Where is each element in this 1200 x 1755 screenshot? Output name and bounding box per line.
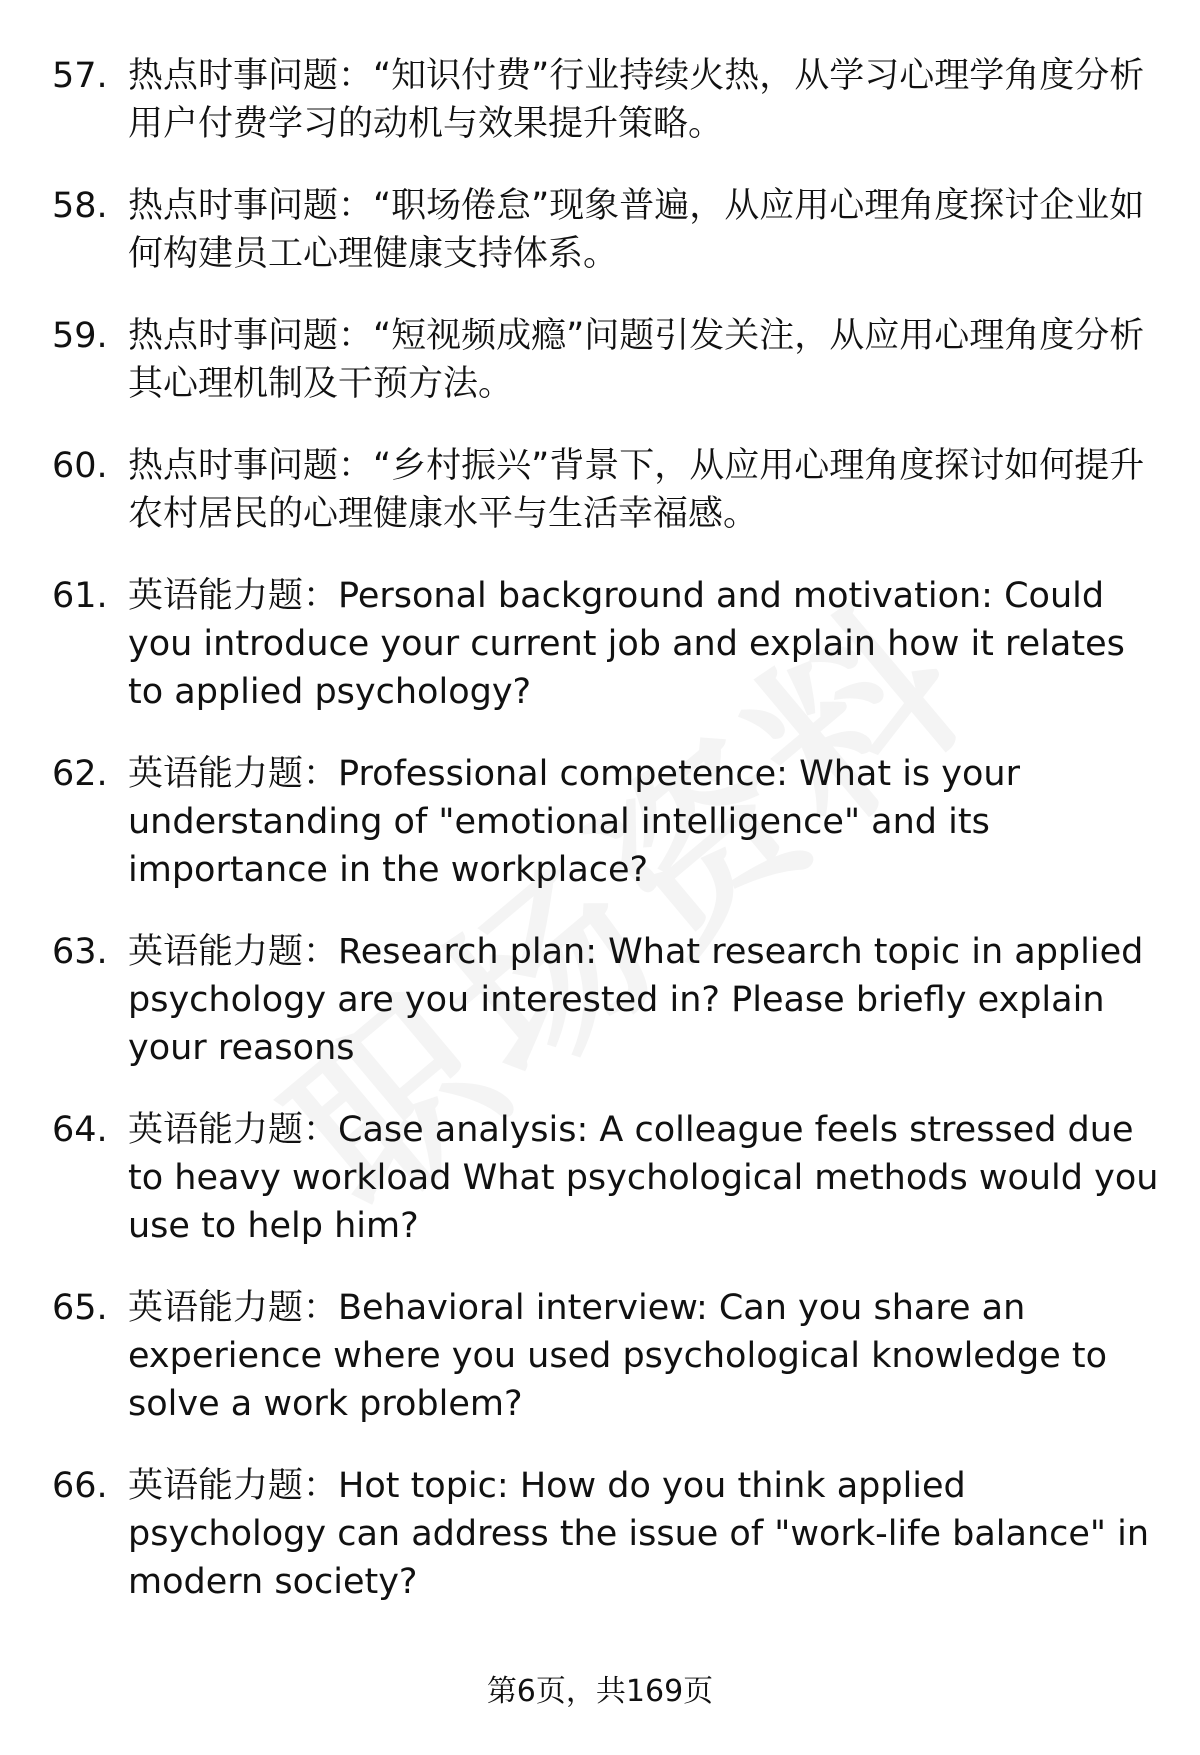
list-item	[52, 928, 1162, 1072]
question-number: 63.	[52, 932, 108, 972]
list-item	[52, 1462, 1162, 1606]
question-text: 热点时事问题：“乡村振兴”背景下，从应用心理角度探讨如何提升农村居民的心理健康水平与生活幸福感。	[128, 446, 1145, 534]
question-number: 60.	[52, 446, 108, 486]
list-item	[52, 312, 1162, 408]
question-text: 热点时事问题：“知识付费”行业持续火热，从学习心理学角度分析用户付费学习的动机与效果提升策略。	[128, 56, 1145, 144]
list-item	[52, 442, 1162, 538]
question-text: 英语能力题：Behavioral interview: Can you share an experience where you used psychological knowledge to solve a work problem?	[128, 1288, 1108, 1424]
question-text: 热点时事问题：“短视频成瘾”问题引发关注，从应用心理角度分析其心理机制及干预方法。	[128, 316, 1145, 404]
question-number: 66.	[52, 1466, 108, 1506]
question-text: 英语能力题：Professional competence: What is your understanding of "emotional intelligence" and its importance in the workplace?	[128, 754, 1020, 890]
question-number: 64.	[52, 1110, 108, 1150]
list-item	[52, 52, 1162, 148]
list-item	[52, 572, 1162, 716]
question-text: 英语能力题：Case analysis: A colleague feels stressed due to heavy workload What psychological methods would you use to help him?	[128, 1110, 1159, 1246]
page-number-footer: 第6页，共169页	[486, 1674, 714, 1709]
question-text: 热点时事问题：“职场倦怠”现象普遍，从应用心理角度探讨企业如何构建员工心理健康支持体系。	[128, 186, 1145, 274]
question-list	[52, 52, 1162, 1640]
question-text: 英语能力题：Hot topic: How do you think applied psychology can address the issue of "work-life balance" in modern society?	[128, 1466, 1150, 1602]
question-number: 59.	[52, 316, 108, 356]
list-item	[52, 182, 1162, 278]
question-text: 英语能力题：Research plan: What research topic in applied psychology are you interested in? Please briefly explain your reasons	[128, 932, 1144, 1068]
question-number: 65.	[52, 1288, 108, 1328]
question-number: 57.	[52, 56, 108, 96]
list-item	[52, 1106, 1162, 1250]
question-text: 英语能力题：Personal background and motivation: Could you introduce your current job and explain how it relates to applied psychology?	[128, 576, 1125, 712]
question-number: 61.	[52, 576, 108, 616]
list-item	[52, 750, 1162, 894]
list-item	[52, 1284, 1162, 1428]
question-number: 62.	[52, 754, 108, 794]
question-number: 58.	[52, 186, 108, 226]
